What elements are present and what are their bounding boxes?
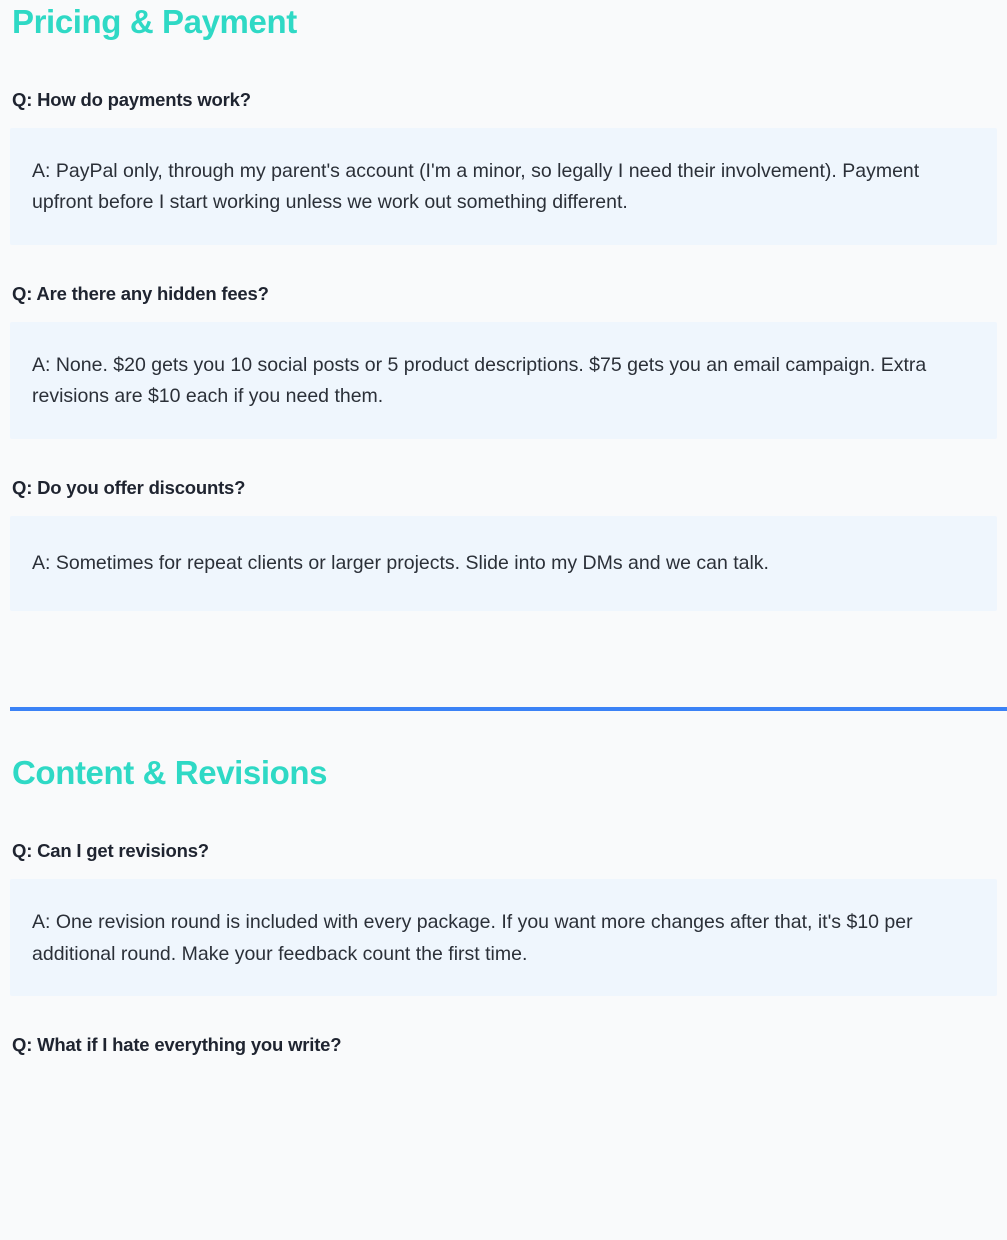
section-title-content-revisions: Content & Revisions: [12, 754, 328, 792]
spacer: [10, 439, 997, 477]
faq-section-pricing-payment: [10, 0, 997, 611]
spacer: [10, 611, 997, 707]
spacer: [10, 996, 997, 1034]
faq-answer: A: PayPal only, through my parent's account (I'm a minor, so legally I need their involvement). Payment upfront before I start working unless we work out something different.: [10, 128, 997, 245]
spacer: [10, 245, 997, 283]
faq-question[interactable]: Q: Can I get revisions?: [12, 840, 209, 862]
faq-section-content-revisions: [10, 751, 997, 1056]
spacer: [10, 711, 997, 751]
faq-answer: A: None. $20 gets you 10 social posts or 5 product descriptions. $75 gets you an email campaign. Extra revisions are $10 each if you need them.: [10, 322, 997, 439]
faq-question[interactable]: Q: Are there any hidden fees?: [12, 282, 269, 304]
faq-answer: A: Sometimes for repeat clients or larger projects. Slide into my DMs and we can talk.: [10, 516, 997, 612]
faq-answer: A: One revision round is included with every package. If you want more changes after that, it's $10 per additional round. Make your feedback count the first time.: [10, 879, 997, 996]
section-title-pricing-payment: Pricing & Payment: [12, 3, 297, 40]
faq-question[interactable]: Q: How do payments work?: [12, 88, 251, 110]
spacer: [10, 42, 997, 89]
spacer: [10, 793, 997, 840]
faq-question[interactable]: Q: What if I hate everything you write?: [12, 1034, 342, 1056]
faq-question[interactable]: Q: Do you offer discounts?: [12, 476, 246, 498]
